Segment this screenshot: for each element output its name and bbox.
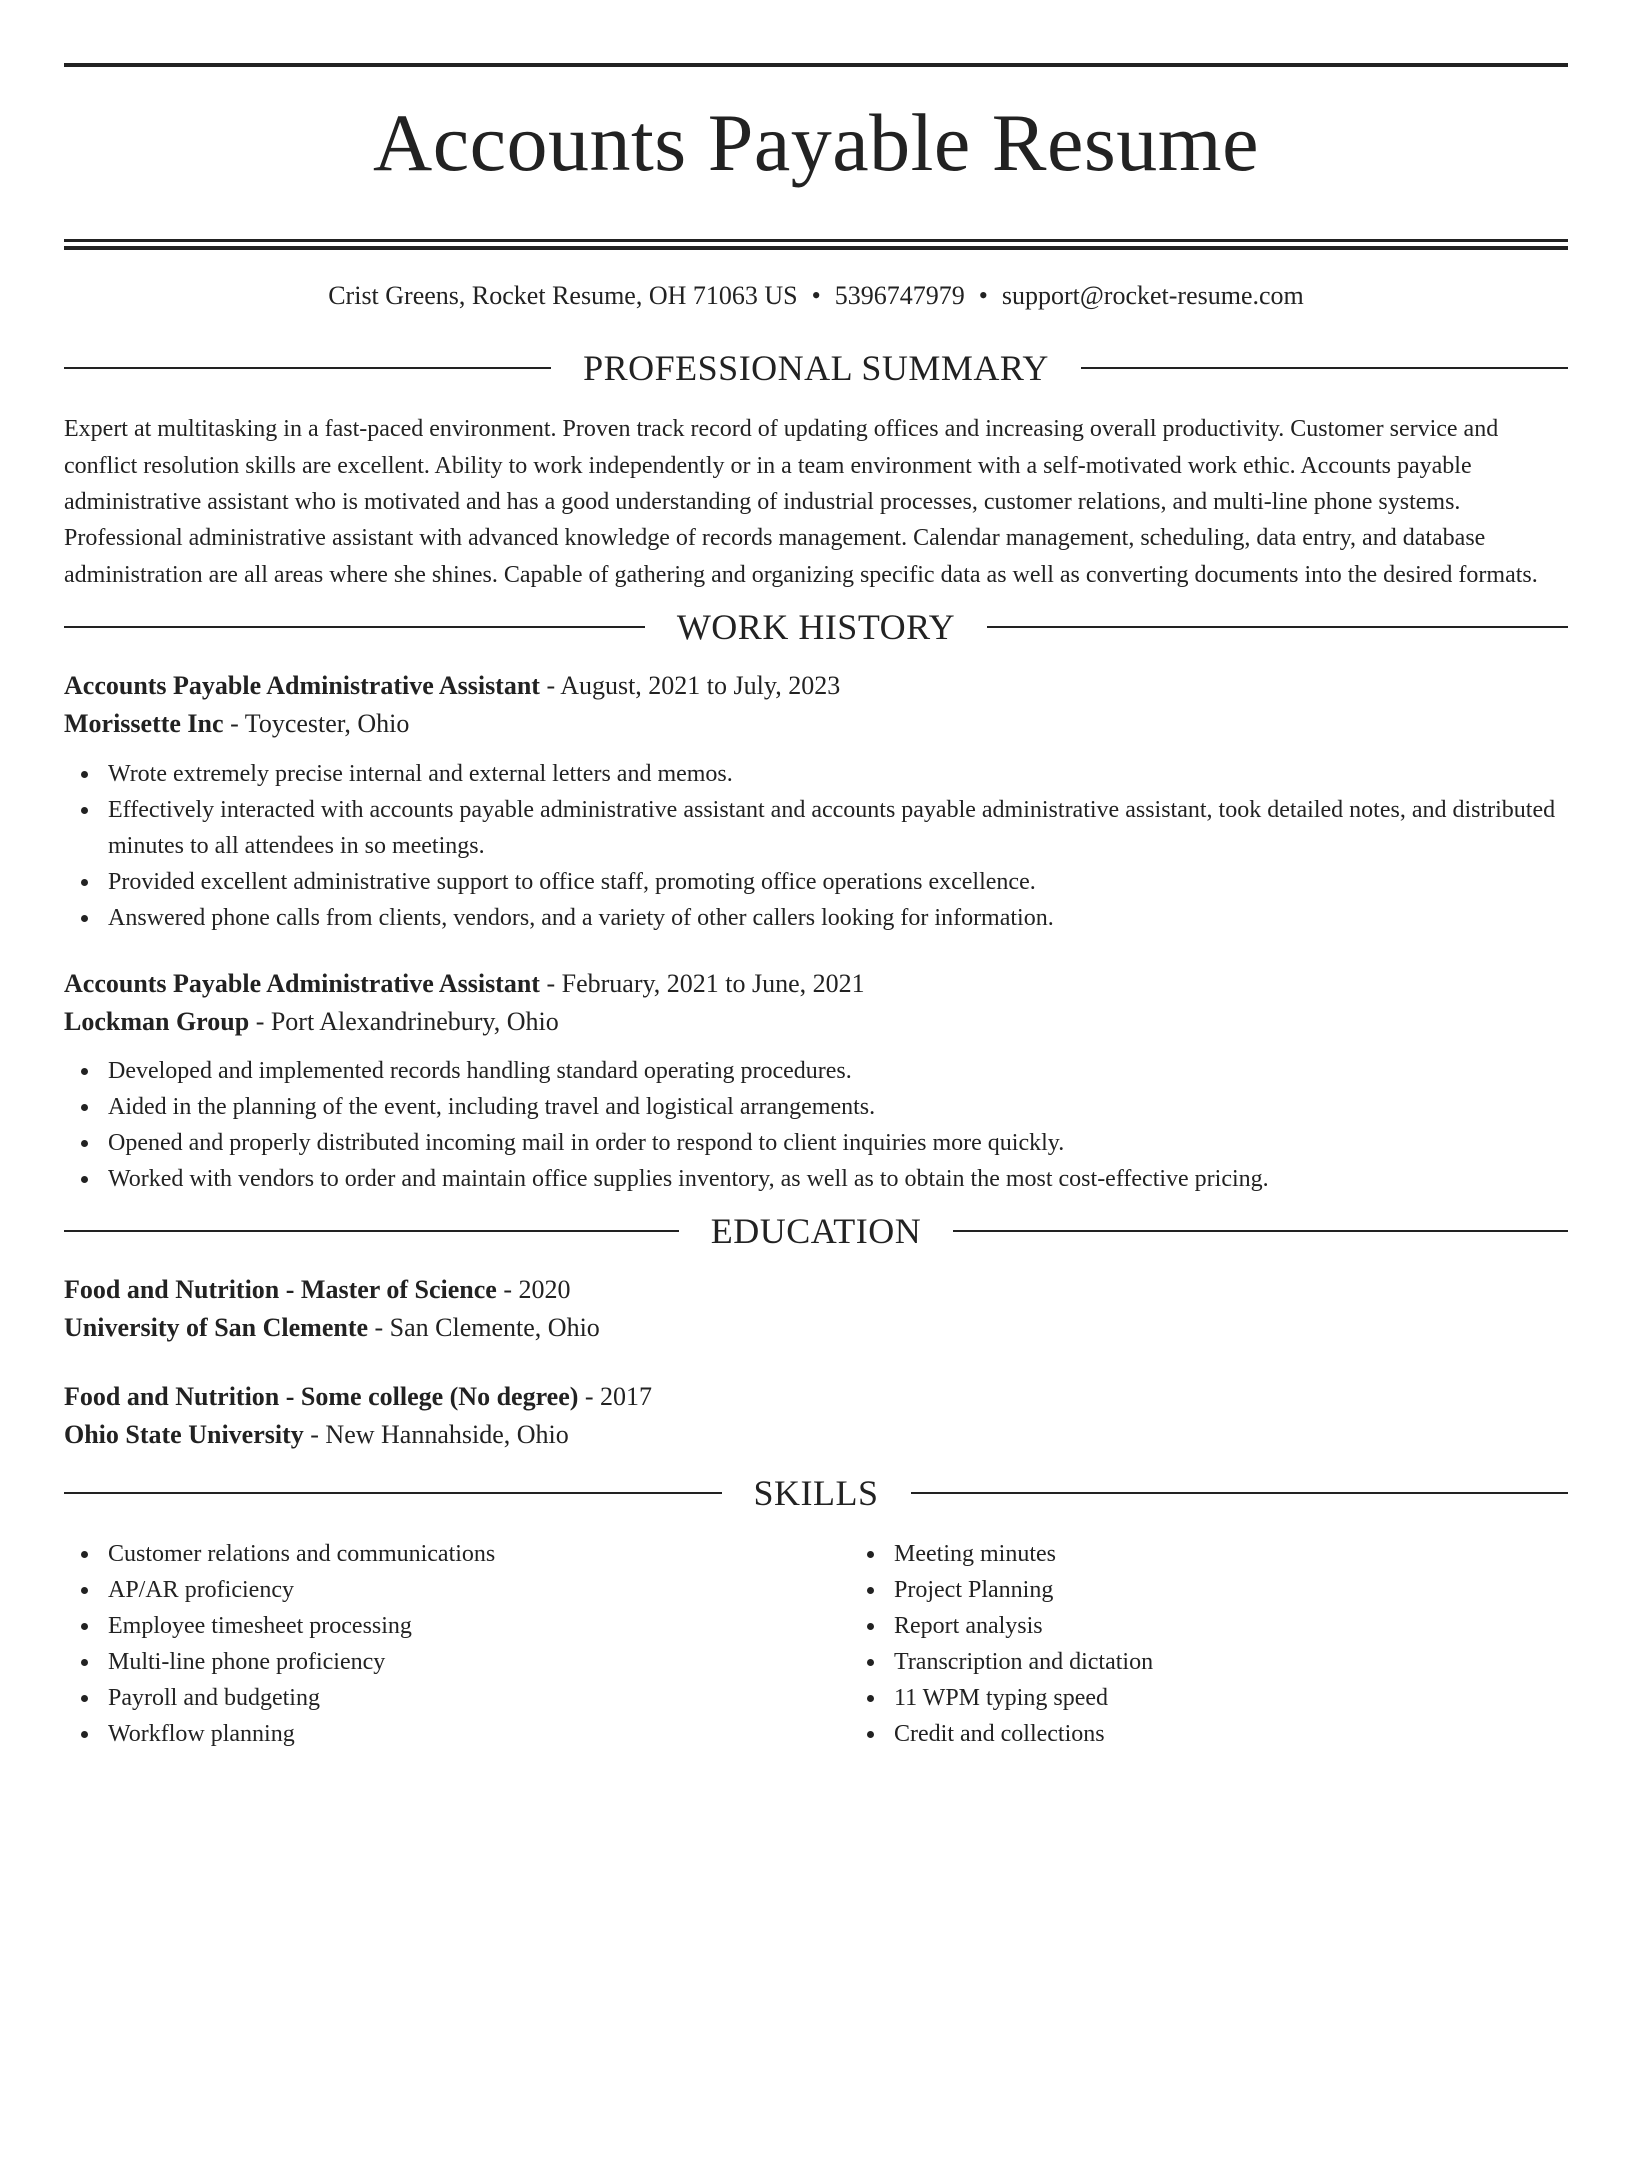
- section-divider-line: [1081, 367, 1568, 369]
- section-divider-line: [987, 626, 1568, 628]
- education-degree: Food and Nutrition - Some college (No degree): [64, 1382, 579, 1412]
- contact-address: Crist Greens, Rocket Resume, OH 71063 US: [328, 280, 798, 310]
- skill-item: Project Planning: [894, 1572, 1632, 1608]
- section-heading: SKILLS: [753, 1472, 879, 1513]
- education-location: - San Clemente, Ohio: [368, 1313, 600, 1343]
- contact-email: support@rocket-resume.com: [1001, 280, 1304, 310]
- job-title-line: [64, 670, 1568, 701]
- skill-item: Employee timesheet processing: [108, 1608, 850, 1644]
- education-entry: [64, 1381, 1568, 1450]
- section-divider-line: [64, 1230, 679, 1232]
- education-year: - 2017: [578, 1382, 653, 1412]
- education-school: Ohio State University: [64, 1420, 304, 1450]
- job-location: - Port Alexandrinebury, Ohio: [249, 1006, 559, 1036]
- work-section-header: [64, 607, 1568, 648]
- contact-phone: 5396747979: [834, 280, 965, 310]
- education-school: University of San Clemente: [64, 1313, 369, 1343]
- skill-item: Report analysis: [894, 1608, 1632, 1644]
- summary-text: Expert at multitasking in a fast-paced environment. Proven track record of updating offices and increasing overall productivity. Customer service and conflict resolution skills are excellent. Ability to work independently or in a team environment with a self-motivated work ethic. Accounts payable administrative assistant who is motivated and has a good understanding of industrial processes, customer relations, and multi-line phone systems. Professional administrative assistant with advanced knowledge of records management. Calendar management, scheduling, data entry, and database administration are all areas where she shines. Capable of gathering and organizing specific data as well as converting documents into the desired formats.: [64, 416, 1538, 588]
- skill-item: AP/AR proficiency: [108, 1572, 850, 1608]
- list-item: Provided excellent administrative support to office staff, promoting office operations excellence.: [108, 864, 1568, 900]
- job-bullets: [64, 756, 1568, 936]
- education-section-header: [64, 1210, 1568, 1251]
- skill-item: Credit and collections: [894, 1716, 1632, 1752]
- skill-item: Multi-line phone proficiency: [108, 1644, 850, 1680]
- skills-list-left: [64, 1536, 850, 1752]
- list-item: Answered phone calls from clients, vendors, and a variety of other callers looking for information.: [108, 900, 1568, 936]
- education-location: - New Hannahside, Ohio: [303, 1420, 569, 1450]
- skill-item: Meeting minutes: [894, 1536, 1632, 1572]
- section-divider-line: [64, 626, 645, 628]
- job-title-line: [64, 968, 1568, 999]
- skill-item: Customer relations and communications: [108, 1536, 850, 1572]
- list-item: Worked with vendors to order and maintain office supplies inventory, as well as to obtain the most cost-effective pricing.: [108, 1161, 1568, 1197]
- education-degree: Food and Nutrition - Master of Science: [64, 1274, 497, 1304]
- list-item: Aided in the planning of the event, including travel and logistical arrangements.: [108, 1089, 1568, 1125]
- list-item: Opened and properly distributed incoming mail in order to respond to client inquiries more quickly.: [108, 1125, 1568, 1161]
- header-double-rule: [64, 239, 1568, 250]
- skill-item: Payroll and budgeting: [108, 1680, 850, 1716]
- list-item: Wrote extremely precise internal and external letters and memos.: [108, 756, 1568, 792]
- skill-item: 11 WPM typing speed: [894, 1680, 1632, 1716]
- job-company: Lockman Group: [64, 1006, 250, 1036]
- list-item: Developed and implemented records handling standard operating procedures.: [108, 1053, 1568, 1089]
- job-title: Accounts Payable Administrative Assistant: [64, 968, 540, 998]
- section-heading: PROFESSIONAL SUMMARY: [583, 348, 1049, 389]
- job-bullets: [64, 1053, 1568, 1197]
- section-heading: EDUCATION: [710, 1210, 922, 1251]
- contact-line: [64, 280, 1568, 311]
- contact-separator: •: [978, 280, 988, 310]
- resume-title: Accounts Payable Resume: [373, 97, 1259, 188]
- job-company-line: [64, 708, 1568, 739]
- education-year: - 2020: [496, 1274, 571, 1304]
- job-entry: [64, 968, 1568, 1197]
- skills-columns: [64, 1536, 1568, 1752]
- resume-page: [0, 63, 1632, 2175]
- job-title: Accounts Payable Administrative Assistant: [64, 671, 540, 701]
- section-divider-line: [953, 1230, 1568, 1232]
- education-school-line: [64, 1419, 1568, 1450]
- job-location: - Toycester, Ohio: [223, 709, 410, 739]
- job-dates: - February, 2021 to June, 2021: [539, 968, 865, 998]
- skill-item: Transcription and dictation: [894, 1644, 1632, 1680]
- education-degree-line: [64, 1381, 1568, 1412]
- education-school-line: [64, 1312, 1568, 1343]
- job-company: Morissette Inc: [64, 709, 224, 739]
- education-degree-line: [64, 1274, 1568, 1305]
- job-company-line: [64, 1006, 1568, 1037]
- job-entry: [64, 670, 1568, 935]
- skills-list-right: [850, 1536, 1632, 1752]
- skills-section-header: [64, 1472, 1568, 1513]
- summary-section-header: [64, 348, 1568, 389]
- list-item: Effectively interacted with accounts payable administrative assistant and accounts payable administrative assistant, took detailed notes, and distributed minutes to all attendees in so meetings.: [108, 792, 1568, 864]
- job-dates: - August, 2021 to July, 2023: [539, 671, 841, 701]
- section-divider-line: [64, 1492, 722, 1494]
- section-divider-line: [911, 1492, 1569, 1494]
- header-top-rule: [64, 63, 1568, 67]
- section-divider-line: [64, 367, 551, 369]
- skill-item: Workflow planning: [108, 1716, 850, 1752]
- education-entry: [64, 1274, 1568, 1343]
- section-heading: WORK HISTORY: [676, 607, 956, 648]
- contact-separator: •: [811, 280, 821, 310]
